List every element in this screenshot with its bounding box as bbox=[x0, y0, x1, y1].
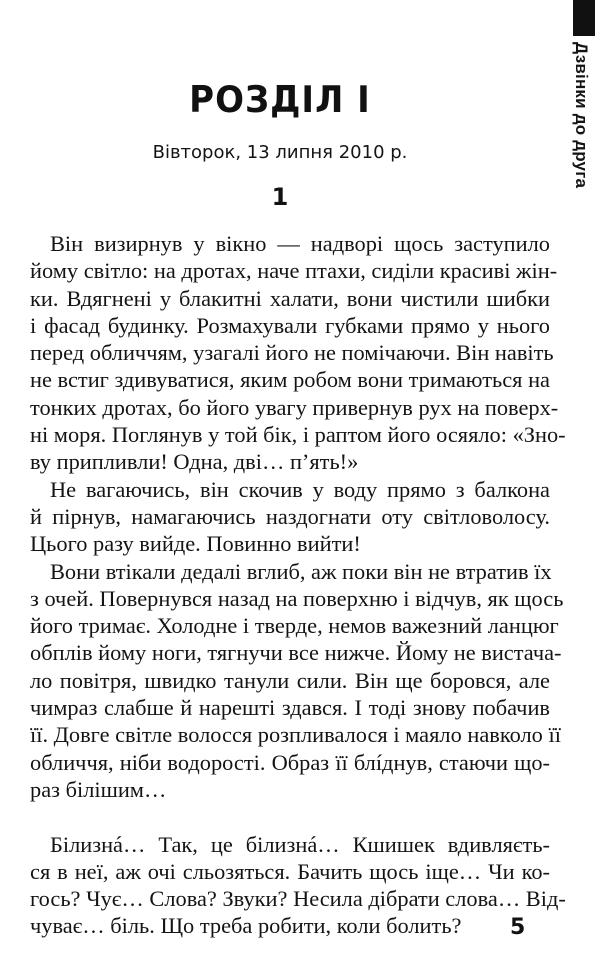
chapter-title: РОЗДІЛ I bbox=[189, 78, 371, 122]
text-line: не встиг здивуватися, яким робом вони тримаються на bbox=[30, 367, 550, 393]
text-line: з очей. Повернувся назад на поверхню і відчув, як щось bbox=[30, 585, 564, 611]
text-line: обплів йому ноги, тягнучи все нижче. Йому не вистача- bbox=[30, 640, 562, 666]
section-break bbox=[30, 803, 550, 830]
text-line: перед обличчям, узагалі його не помічаючи. Він навіть bbox=[30, 340, 554, 366]
running-head-book-title: Дзвінки до друга bbox=[572, 42, 591, 189]
paragraph bbox=[30, 831, 566, 940]
body-text bbox=[30, 230, 566, 940]
text-line: ву припливли! Одна, дві… п’ять!» bbox=[30, 449, 359, 475]
chapter-date: Вівторок, 13 липня 2010 р. bbox=[152, 142, 408, 163]
text-line: ся в неї, аж очі сльозяться. Бачить щось іще… Чи ко- bbox=[30, 858, 550, 884]
text-line: Не вагаючись, він скочив у воду прямо з балкона bbox=[50, 476, 550, 502]
page-number: 5 bbox=[510, 915, 526, 940]
text-line: ло повітря, швидко танули сили. Він ще боровся, але bbox=[30, 667, 550, 693]
text-line: ки. Вдягнені у блакитні халати, вони чистили шибки bbox=[30, 285, 550, 311]
text-line: її. Довге світле волосся розпливалося і маяло навколо її bbox=[30, 722, 561, 748]
text-line: його тримає. Холодне і тверде, немов важезний ланцюг bbox=[30, 613, 559, 639]
text-line: обличчя, ніби водорості. Образ її блíднув, стаючи що- bbox=[30, 749, 550, 775]
text-line: Вони втікали дедалі вглиб, аж поки він не втратив їх bbox=[50, 558, 552, 584]
text-line: й пірнув, намагаючись наздогнати оту світловолосу. bbox=[30, 503, 550, 529]
text-line: Цього разу вийде. Повинно вийти! bbox=[30, 531, 361, 557]
paragraph bbox=[30, 230, 566, 476]
paragraph bbox=[30, 558, 564, 804]
running-head-tab bbox=[573, 0, 595, 36]
text-line: Білизнá… Так, це білизнá… Кшишек вдивляєть- bbox=[50, 831, 550, 857]
section-number: 1 bbox=[271, 183, 289, 211]
text-line: йому світло: на дротах, наче птахи, сиділи красиві жін- bbox=[30, 258, 558, 284]
text-line: Він визирнув у вікно — надворі щось заступило bbox=[50, 231, 550, 256]
text-line: гось? Чує… Слова? Звуки? Несила дібрати слова… Від- bbox=[30, 886, 566, 912]
text-line: раз білішим… bbox=[30, 776, 167, 802]
text-line: і фасад будинку. Розмахували губками прямо у нього bbox=[30, 312, 550, 338]
text-line: чимраз слабше й нарешті здався. І тоді знову побачив bbox=[30, 695, 550, 721]
paragraph bbox=[30, 476, 550, 558]
text-line: ні моря. Поглянув у той бік, і раптом його осяяло: «Зно- bbox=[30, 422, 566, 448]
text-line: чуває… біль. Що треба робити, коли болить? bbox=[30, 913, 462, 939]
text-line: тонких дротах, бо його увагу привернув рух на поверх- bbox=[30, 394, 559, 420]
